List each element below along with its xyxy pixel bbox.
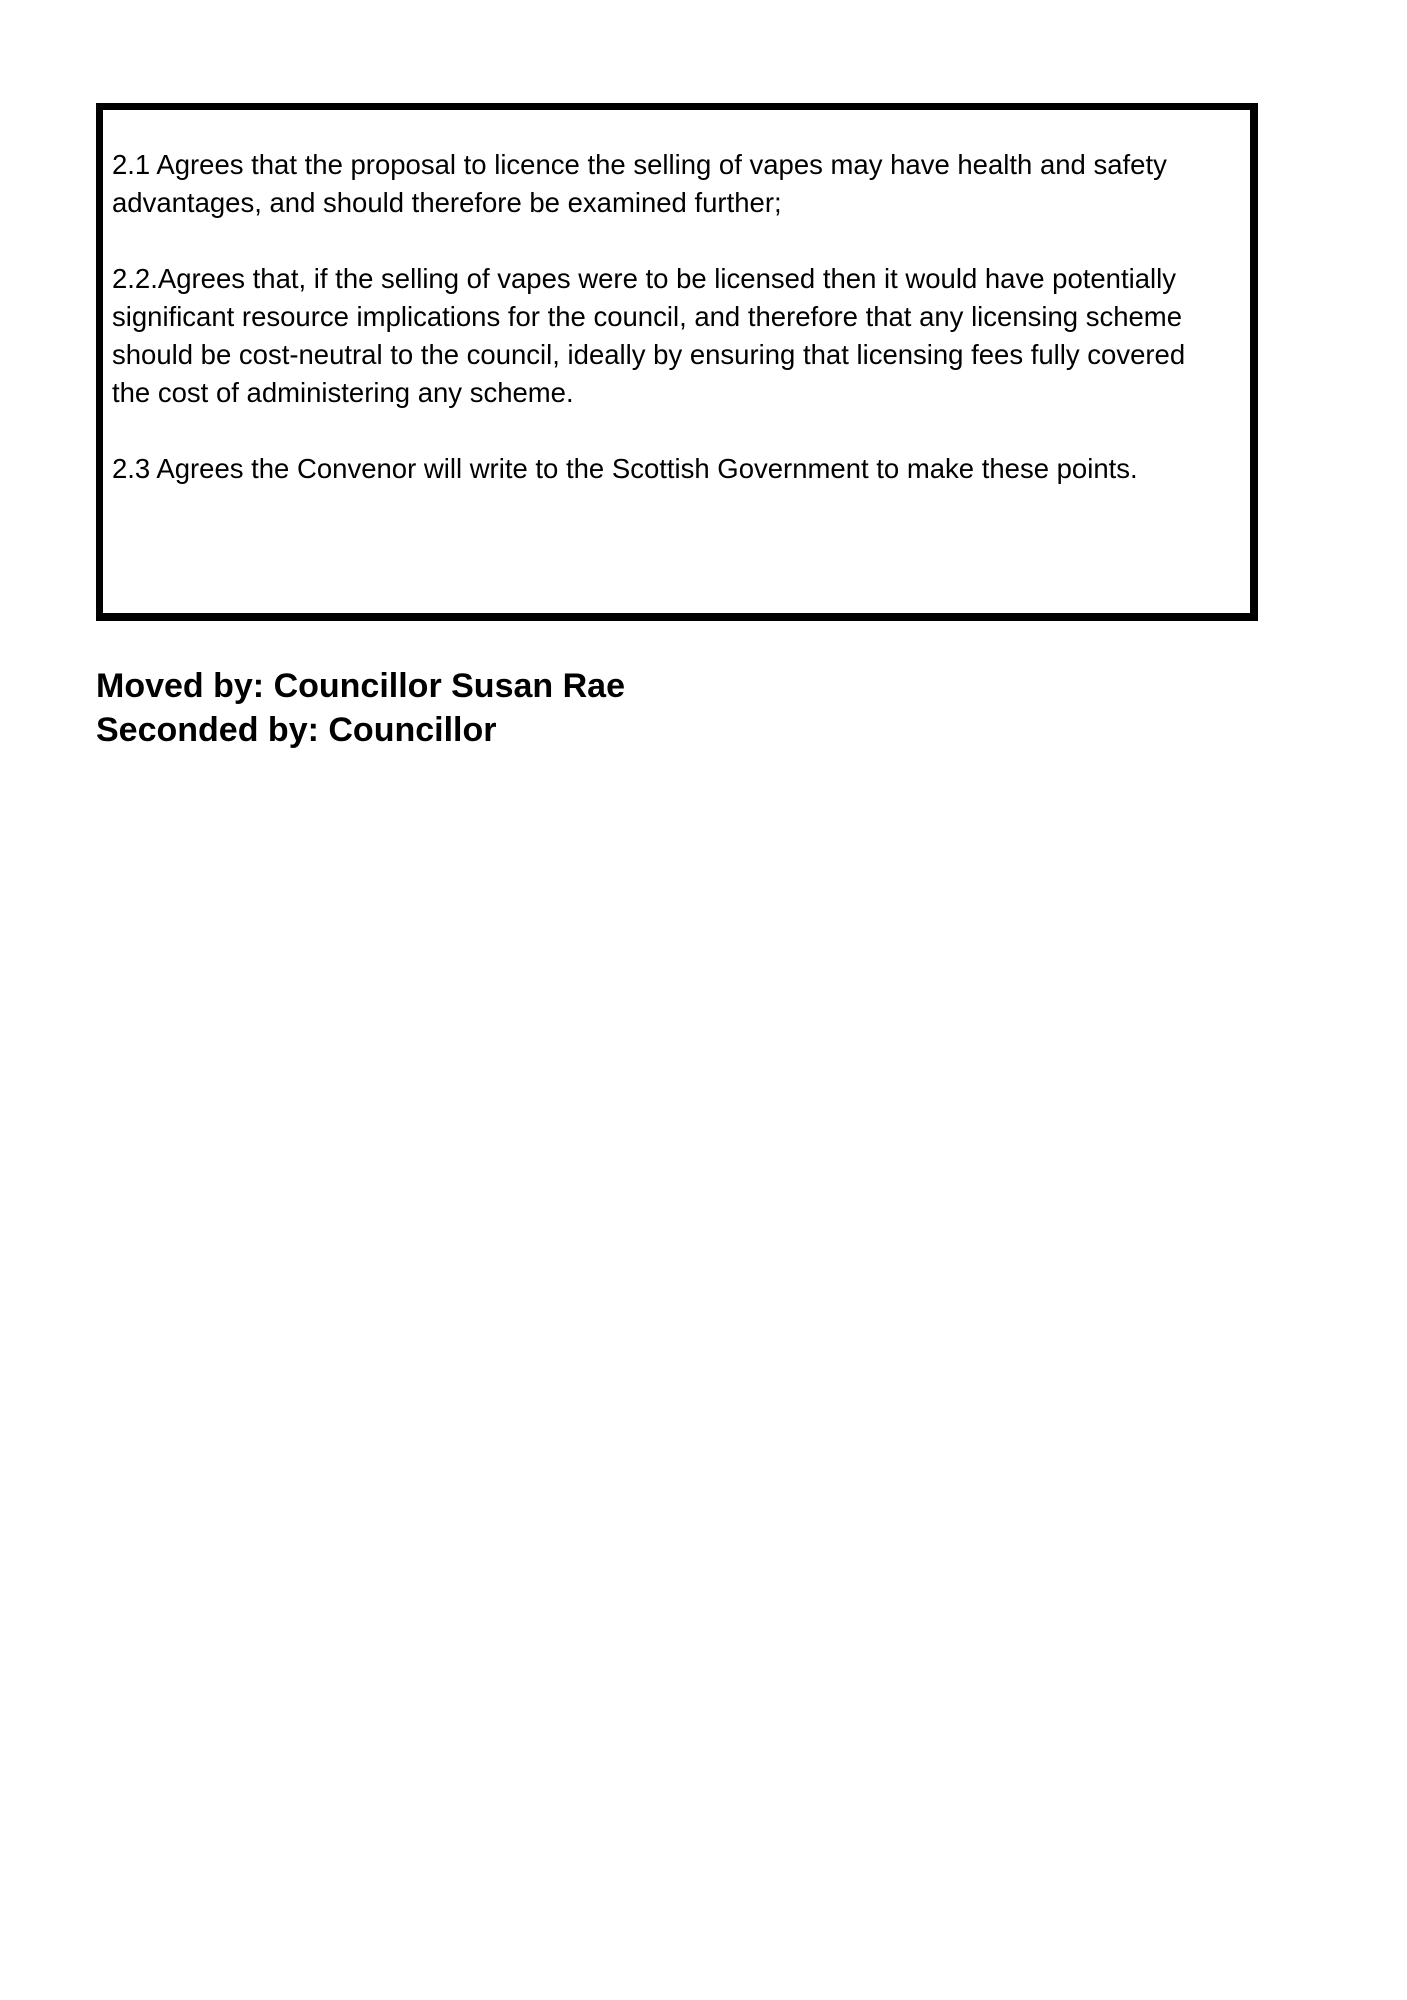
paragraph-2-1 (112, 146, 1252, 222)
text-line: significant resource implications for the council, and therefore that any licensing scheme (112, 301, 1183, 332)
text-line: should be cost-neutral to the council, ideally by ensuring that licensing fees fully covered (112, 339, 1186, 370)
text-line: 2.1 Agrees that the proposal to licence the selling of vapes may have health and safety (112, 149, 1167, 180)
text-line: the cost of administering any scheme. (112, 377, 574, 408)
motion-body (112, 146, 1252, 526)
signatures-block (96, 664, 625, 752)
paragraph-2-2 (112, 260, 1252, 412)
text-line: 2.2.Agrees that, if the selling of vapes were to be licensed then it would have potentially (112, 263, 1176, 294)
text-line: advantages, and should therefore be examined further; (112, 187, 782, 218)
seconded-by: Seconded by: Councillor (96, 711, 497, 749)
paragraph-2-3 (112, 450, 1252, 488)
motion-text-box (96, 103, 1258, 621)
text-line: 2.3 Agrees the Convenor will write to the Scottish Government to make these points. (112, 453, 1138, 484)
moved-by: Moved by: Councillor Susan Rae (96, 667, 625, 705)
